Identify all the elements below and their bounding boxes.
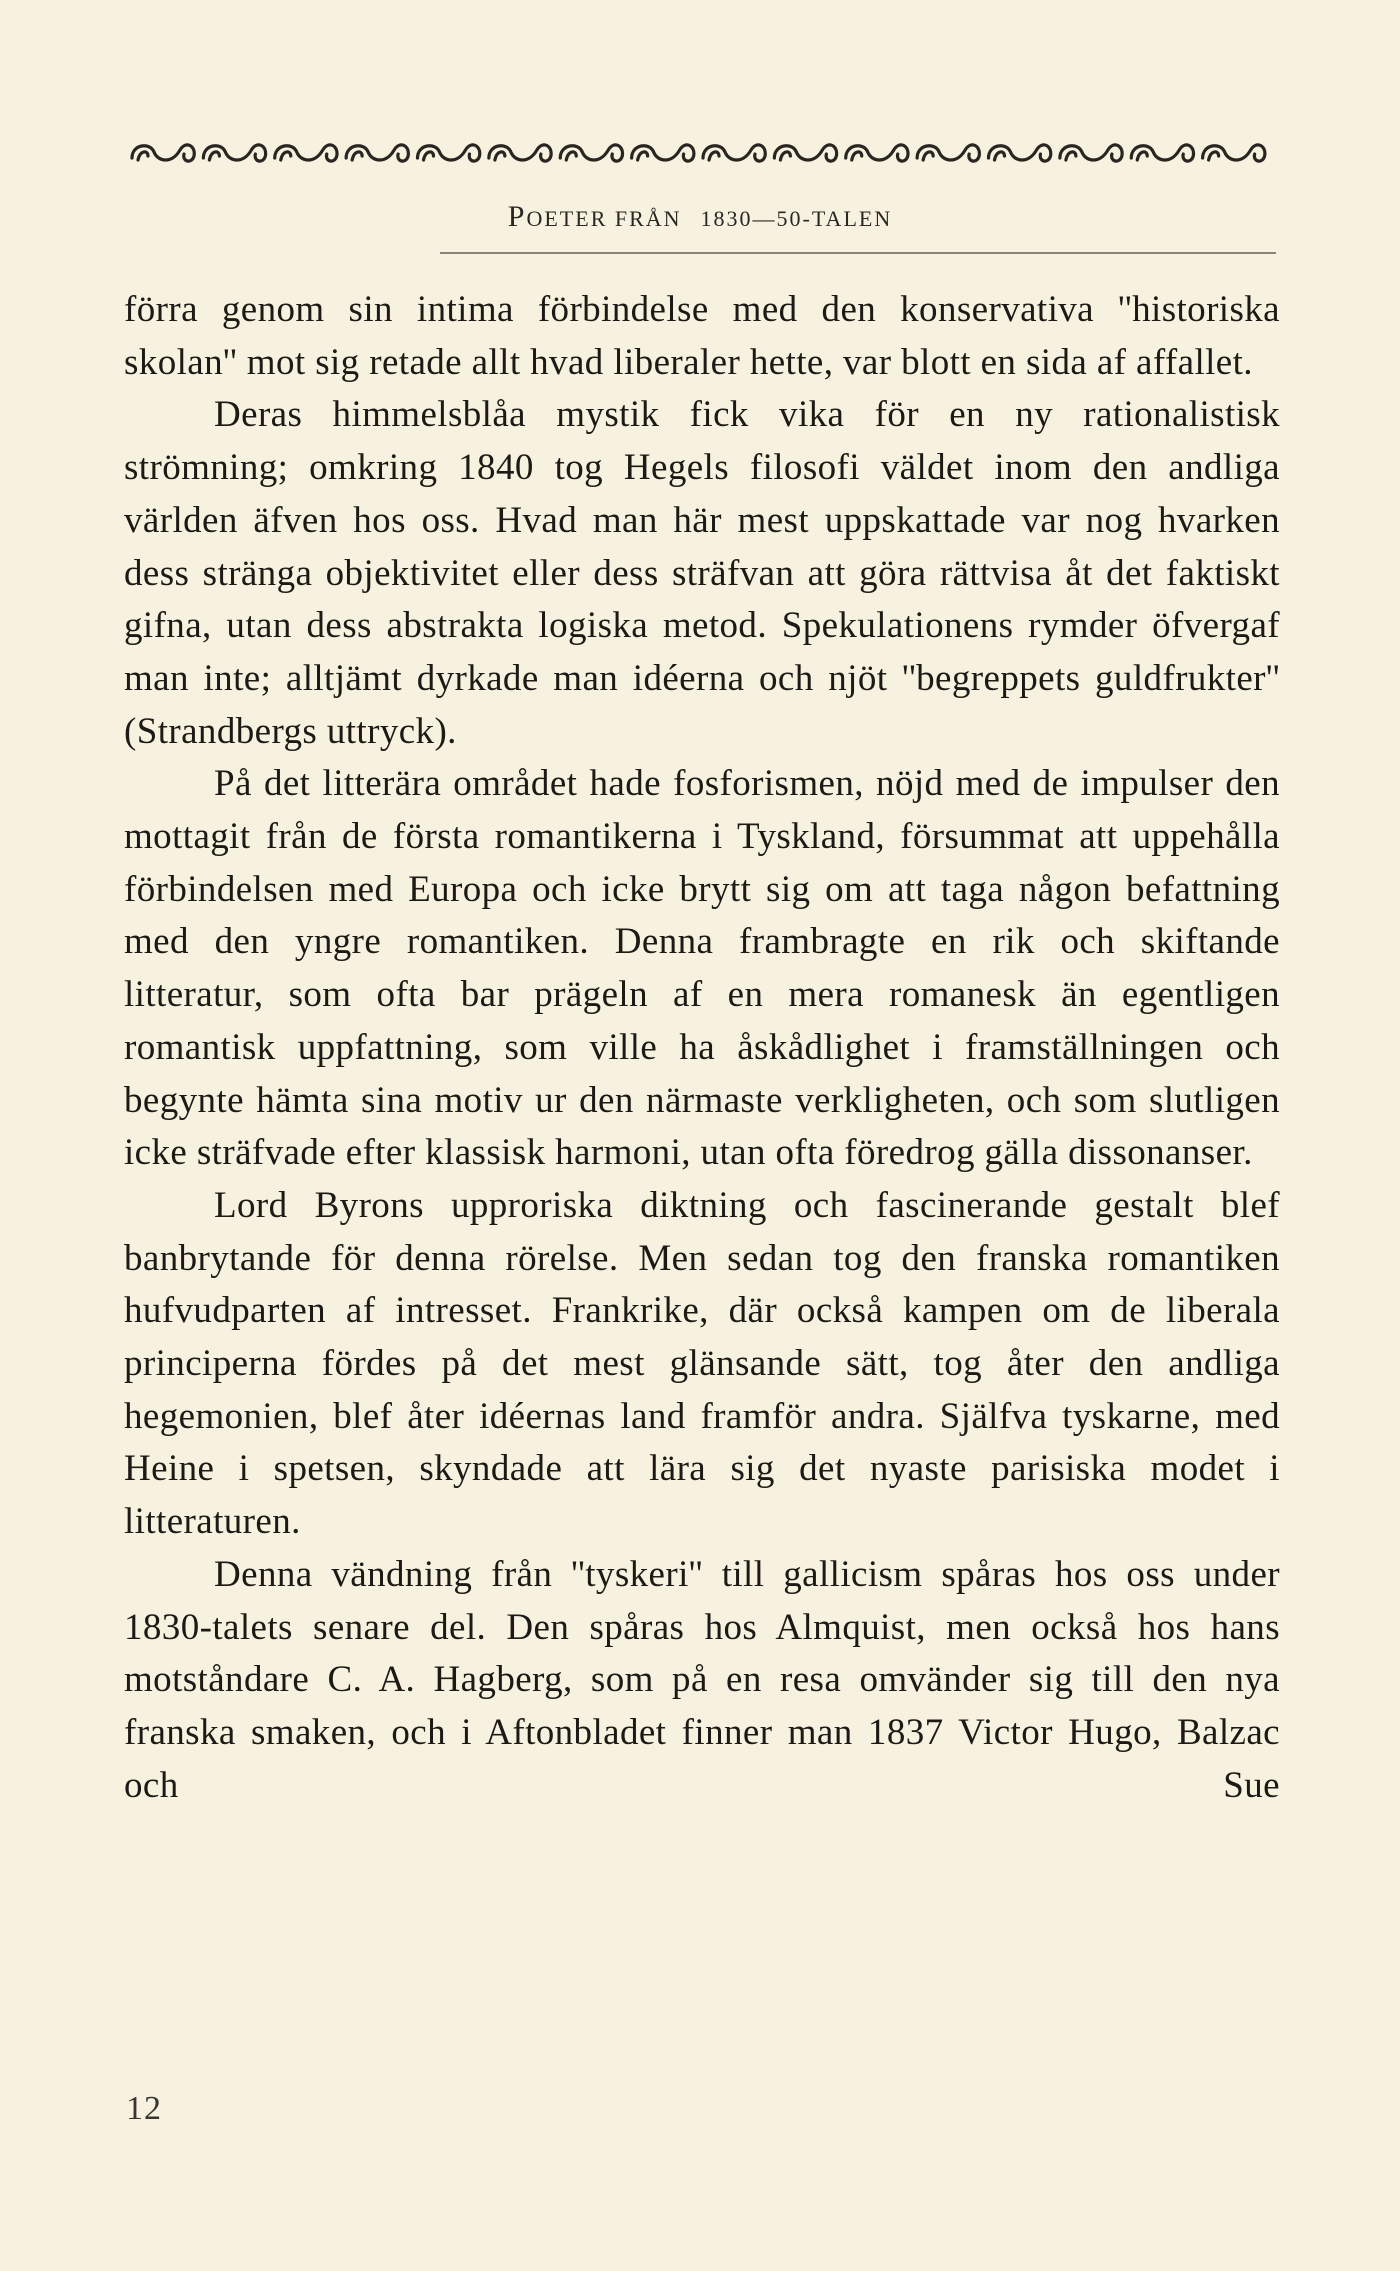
header-rule: [440, 252, 1276, 254]
ornament-curl: [923, 152, 933, 160]
page-number: 12: [126, 2090, 162, 2127]
ornament-curl: [352, 152, 362, 160]
body-text: [124, 284, 1280, 1812]
running-head-years: 1830—50-TALEN: [700, 206, 893, 231]
ornament-curl: [780, 152, 790, 160]
ornament-curl: [1066, 152, 1076, 160]
paragraph: Deras himmelsblåa mystik fick vika för en ny rationalistisk strömning; omkring 1840 tog Hegels filosofi väldet inom den andliga världen äfven hos oss. Hvad man här mest uppskattade var nog hvarken dess stränga objektivitet eller dess sträfvan att göra rättvisa åt det faktiskt gifna, utan dess abstrakta logiska metod. Spekulationens rymder öfvergaf man inte; alltjämt dyrkade man idéerna och njöt ''begreppets guldfrukter'' (Strandbergs uttryck).: [124, 394, 1280, 752]
paragraph-continued: förra genom sin intima förbindelse med den konservativa ''historiska skolan'' mot sig retade allt hvad liberaler hette, var blott en sida af affallet.: [124, 289, 1280, 383]
running-head-initial: P: [507, 200, 527, 233]
ornament-curl: [995, 152, 1005, 160]
ornament-curl: [1209, 152, 1219, 160]
paragraph: Denna vändning från ''tyskeri'' till gallicism spåras hos oss under 1830-talets senare del. Den spåras hos Almquist, men också hos hans motståndare C. A. Hagberg, som på en resa omvänder sig till den nya franska smaken, och i Aftonbladet finner man 1837 Victor Hugo, Balzac och Sue: [124, 1553, 1280, 1806]
ornament-curl: [1137, 152, 1147, 160]
ornament-curl: [138, 152, 148, 160]
running-head-title: OETER FRÅN: [526, 206, 682, 231]
paragraph: Lord Byrons upproriska diktning och fascinerande gestalt blef banbrytande för denna rörelse. Men sedan tog den franska romantiken hufvudparten af intresset. Frankrike, där också kampen om de liberala principerna fördes på det mest glänsande sätt, tog åter den andliga hegemonien, blef åter idéernas land framför andra. Själfva tyskarne, med Heine i spetsen, skyndade att lära sig det nyaste parisiska modet i litteraturen.: [124, 1184, 1280, 1543]
ornament-curl: [638, 152, 648, 160]
ornament-curl: [495, 152, 505, 160]
running-head: [0, 200, 1400, 234]
ornament-curl: [424, 152, 434, 160]
decorative-ornament-band: [128, 136, 1270, 170]
ornament-curl: [709, 152, 719, 160]
paragraph: På det litterära området hade fosforismen, nöjd med de impulser den mottagit från de första romantikerna i Tyskland, försummat att uppehålla förbindelsen med Europa och icke brytt sig om att taga någon befattning med den yngre romantiken. Denna frambragte en rik och skiftande litteratur, som ofta bar prägeln af en mera romanesk än egentligen romantisk uppfattning, som ville ha åskådlighet i framställningen och begynte hämta sina motiv ur den närmaste verkligheten, och som slutligen icke sträfvade efter klassisk harmoni, utan ofta föredrog gälla dissonanser.: [124, 763, 1280, 1174]
ornament-curl: [566, 152, 576, 160]
ornament-curl: [281, 152, 291, 160]
ornament-curl: [852, 152, 862, 160]
ornament-curl: [209, 152, 219, 160]
